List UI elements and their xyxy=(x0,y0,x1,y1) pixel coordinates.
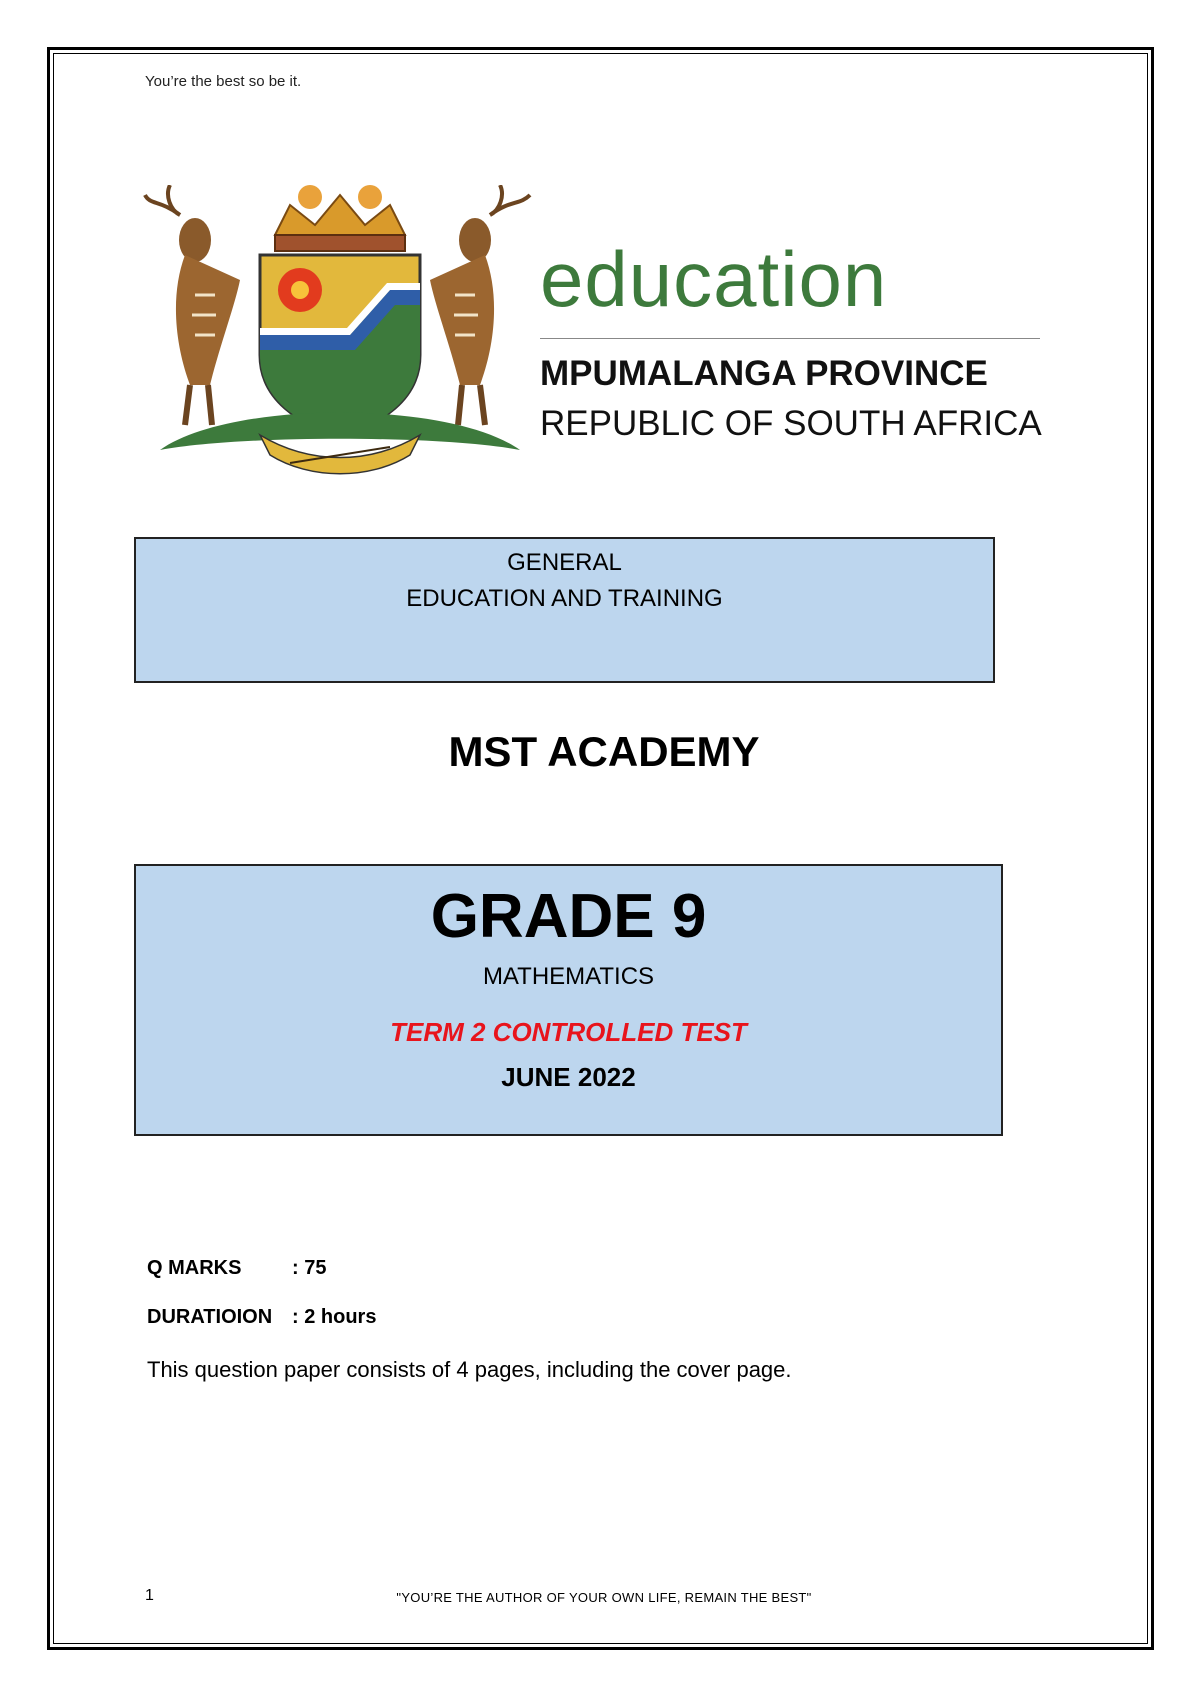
intro-box xyxy=(134,537,995,683)
duration-label: DURATIOION xyxy=(147,1306,273,1328)
country-name: REPUBLIC OF SOUTH AFRICA xyxy=(540,404,1042,443)
shield-icon xyxy=(260,255,420,435)
grade-title: GRADE 9 xyxy=(430,882,707,951)
marks-row xyxy=(147,1257,326,1280)
intro-line-2: EDUCATION AND TRAINING xyxy=(406,585,723,612)
school-name: MST ACADEMY xyxy=(448,728,760,775)
duration-row xyxy=(147,1306,376,1329)
education-wordmark: education xyxy=(540,235,888,323)
test-title: TERM 2 CONTROLLED TEST xyxy=(390,1017,747,1048)
province-name: MPUMALANGA PROVINCE xyxy=(540,354,988,393)
right-kudu-icon xyxy=(430,185,530,425)
exam-box xyxy=(134,864,1003,1136)
pages-note: This question paper consists of 4 pages, including the cover page. xyxy=(147,1357,792,1382)
intro-line-1: GENERAL xyxy=(507,549,622,576)
footer-quote: "YOU’RE THE AUTHOR OF YOUR OWN LIFE, REMAIN THE BEST" xyxy=(396,1590,812,1605)
crown-icon xyxy=(275,185,405,251)
header-note: You’re the best so be it. xyxy=(145,73,302,90)
exam-date: JUNE 2022 xyxy=(501,1062,636,1093)
marks-value: : 75 xyxy=(292,1257,327,1279)
marks-label: Q MARKS xyxy=(147,1257,242,1279)
divider xyxy=(540,338,1040,339)
subject-name: MATHEMATICS xyxy=(482,963,655,991)
page-number: 1 xyxy=(145,1587,154,1604)
coat-of-arms-logo xyxy=(140,185,540,485)
duration-value: : 2 hours xyxy=(292,1306,377,1328)
left-kudu-icon xyxy=(145,185,240,425)
